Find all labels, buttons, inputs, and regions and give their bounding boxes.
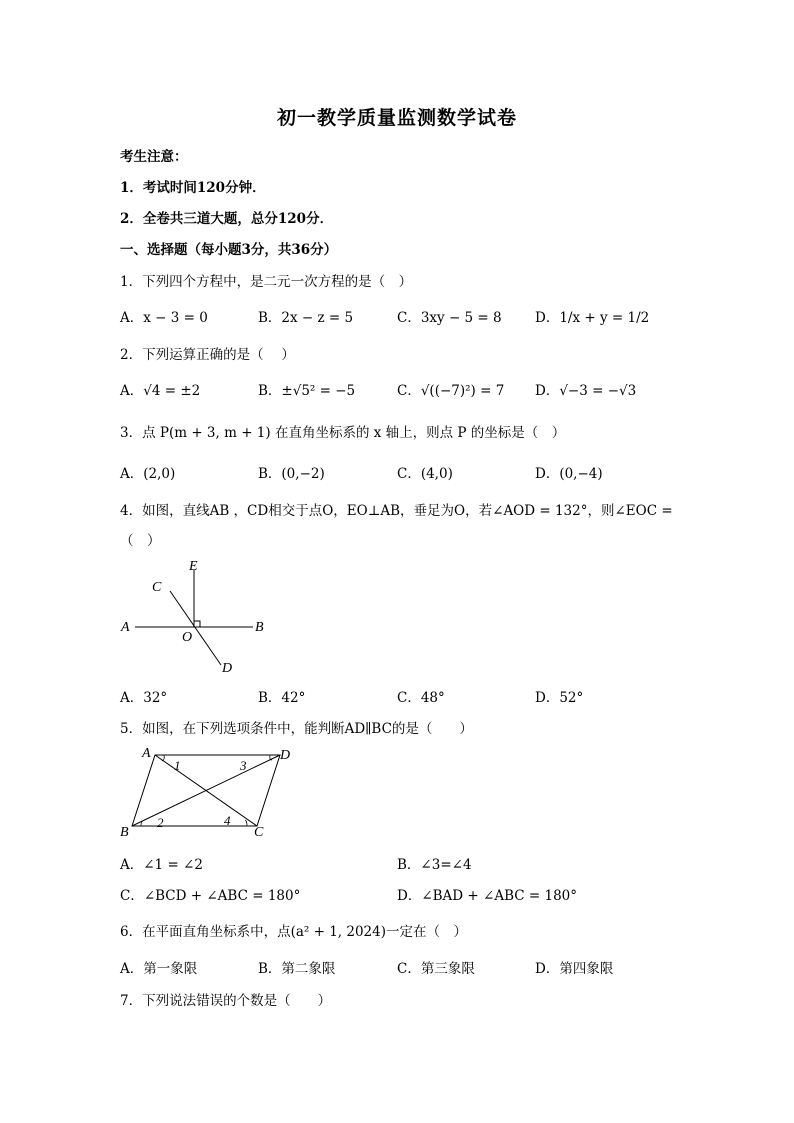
question-1-stem: 1．下列四个方程中，是二元一次方程的是（ ） <box>120 274 413 290</box>
figure-intersecting-lines <box>110 553 270 678</box>
right-angle-mark <box>194 621 200 627</box>
q1-option-a: A．x − 3 = 0 <box>120 310 208 326</box>
notice-item-1: 1．考试时间120分钟． <box>120 180 266 196</box>
label-d: D <box>280 748 291 763</box>
q5-option-a: A．∠1 = ∠2 <box>120 857 203 873</box>
q5-option-d: D．∠BAD + ∠ABC = 180° <box>397 888 577 904</box>
label-angle-3: 3 <box>240 758 247 773</box>
q5-option-b: B．∠3=∠4 <box>397 857 472 873</box>
q4-option-b: B．42° <box>258 690 306 706</box>
question-7-stem: 7．下列说法错误的个数是（ ） <box>120 993 332 1009</box>
label-c: C <box>254 825 264 840</box>
q6-option-b: B．第二象限 <box>258 961 336 977</box>
label-b: B <box>255 620 264 635</box>
angle-arc-4 <box>245 820 247 826</box>
q2-option-b: B．±√5² = −5 <box>258 383 356 399</box>
label-angle-2: 2 <box>157 815 164 830</box>
section-heading: 一、选择题（每小题3分，共36分） <box>120 242 338 258</box>
q4-option-a: A．32° <box>120 690 168 706</box>
label-o: O <box>182 630 193 645</box>
label-a: A <box>121 620 130 635</box>
question-3-stem: 3．点 P(m + 3, m + 1) 在直角坐标系的 x 轴上，则点 P 的坐标是（ ） <box>120 425 566 441</box>
angle-arc-2 <box>141 821 143 826</box>
label-c: C <box>152 580 162 595</box>
q2-option-a: A．√4 = ±2 <box>120 383 201 399</box>
diagonal-bd <box>132 755 280 826</box>
label-angle-1: 1 <box>174 758 181 773</box>
q2-option-c: C．√((−7)²) = 7 <box>397 383 505 399</box>
page-title: 初一教学质量监测数学试卷 <box>276 107 517 129</box>
q1-option-c: C．3xy − 5 = 8 <box>397 310 502 326</box>
q4-option-d: D．52° <box>535 690 584 706</box>
label-b: B <box>120 825 129 840</box>
notice-item-2: 2．全卷共三道大题，总分120分． <box>120 211 334 227</box>
question-4-stem: 4．如图，直线AB ，CD相交于点O，EO⊥AB，垂足为O，若∠AOD = 132°，则∠EOC = <box>120 503 673 519</box>
q1-option-b: B．2x − z = 5 <box>258 310 354 326</box>
q4-option-c: C．48° <box>397 690 445 706</box>
q6-option-d: D．第四象限 <box>535 961 614 977</box>
q5-option-c: C．∠BCD + ∠ABC = 180° <box>120 888 301 904</box>
q6-option-c: C．第三象限 <box>397 961 475 977</box>
q6-option-a: A．第一象限 <box>120 961 198 977</box>
q3-option-d: D．(0,−4) <box>535 466 603 482</box>
figure-parallelogram <box>112 740 294 840</box>
line-cd <box>170 591 221 665</box>
label-angle-4: 4 <box>224 813 231 828</box>
label-e: E <box>189 559 198 574</box>
question-2-stem: 2．下列运算正确的是（ ） <box>120 347 295 363</box>
label-a: A <box>142 746 151 761</box>
notice-heading: 考生注意： <box>120 149 188 165</box>
q3-option-c: C．(4,0) <box>397 466 453 482</box>
q1-option-d: D．1/x + y = 1/2 <box>535 310 650 326</box>
label-d: D <box>222 661 233 676</box>
question-4-stem-cont: （ ） <box>120 533 161 549</box>
question-5-stem: 5．如图，在下列选项条件中，能判断AD∥BC的是（ ） <box>120 721 473 737</box>
q2-option-d: D．√−3 = −√3 <box>535 383 637 399</box>
q3-option-b: B．(0,−2) <box>258 466 325 482</box>
question-6-stem: 6．在平面直角坐标系中，点(a² + 1, 2024)一定在（ ） <box>120 924 468 940</box>
q3-option-a: A．(2,0) <box>120 466 176 482</box>
